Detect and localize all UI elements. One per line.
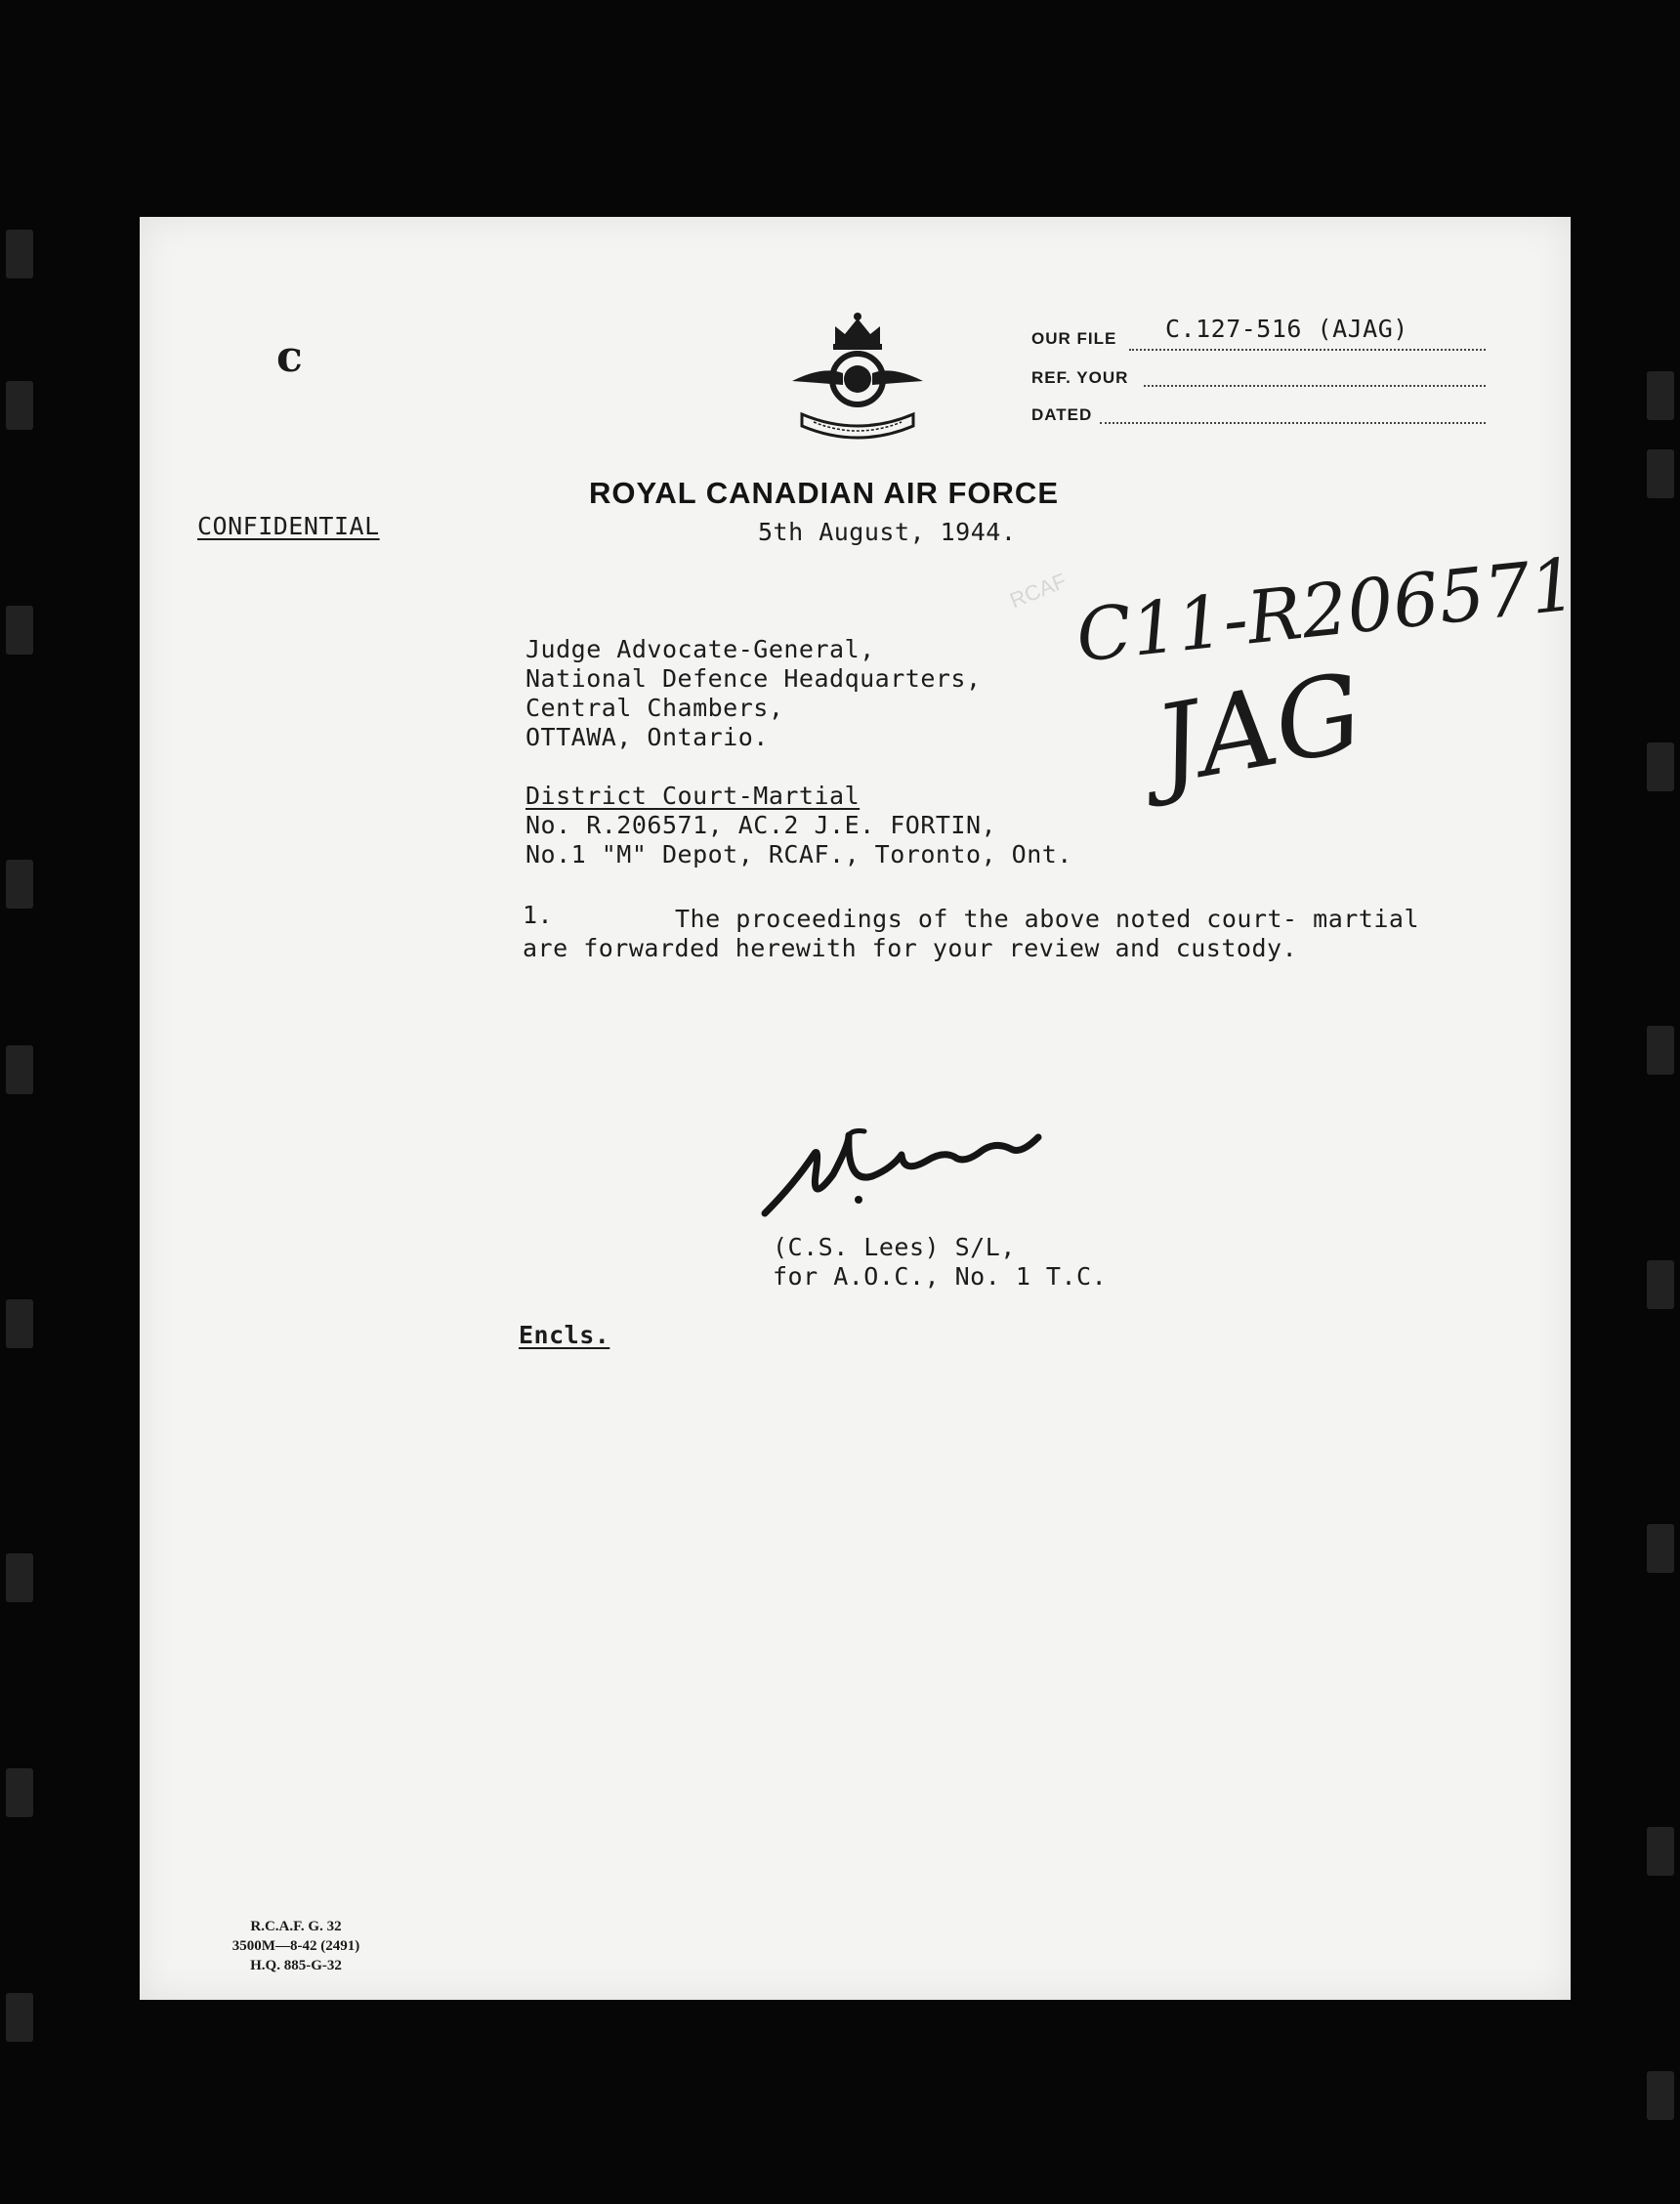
ref-your-line [1144,385,1486,387]
film-perforation [1647,371,1674,420]
recipient-line-1: Judge Advocate-General, [525,635,875,663]
signature-title: for A.O.C., No. 1 T.C. [773,1262,1108,1291]
handwritten-signature [755,1116,1048,1223]
subject-heading: District Court-Martial [525,782,861,810]
body-line-1: The proceedings of the above noted court- martial [675,905,1420,933]
film-perforation [6,230,33,278]
film-perforation [6,1045,33,1094]
recipient-line-2: National Defence Headquarters, [525,664,982,693]
handwritten-initials: JAG [1146,649,1371,809]
film-perforation [1647,1827,1674,1876]
our-file-label: OUR FILE [1031,329,1117,348]
film-perforation [6,1993,33,2042]
film-perforation [1647,1524,1674,1573]
body-line-2: are forwarded herewith for your review and custody. [523,934,1298,962]
rcaf-crest-icon [784,305,931,446]
form-code-line-3: H.Q. 885-G-32 [250,1958,342,1973]
film-strip-left [0,0,39,2204]
handwritten-file-number: C11-R206571 [1071,542,1581,679]
dated-label: DATED [1031,405,1093,424]
film-perforation [1647,2071,1674,2120]
page-mark: c [276,332,303,382]
letter-date: 5th August, 1944. [758,518,1017,546]
form-code [218,1917,374,1975]
recipient-line-4: OTTAWA, Ontario. [525,723,769,751]
classification-label: CONFIDENTIAL [197,512,380,540]
subject-line-1: No. R.206571, AC.2 J.E. FORTIN, [525,811,997,839]
our-file-value: C.127-516 (AJAG) [1165,315,1408,343]
film-perforation [1647,742,1674,791]
film-perforation [6,860,33,909]
film-perforation [6,1299,33,1348]
subject-line-2: No.1 "M" Depot, RCAF., Toronto, Ont. [525,840,1072,869]
paragraph-number: 1. [523,901,554,929]
ref-your-label: REF. YOUR [1031,368,1129,387]
film-perforation [1647,1026,1674,1075]
film-perforation [6,381,33,430]
faint-stamp: RCAF [1006,568,1071,614]
film-perforation [1647,1260,1674,1309]
enclosures-label: Encls. [519,1321,610,1349]
film-perforation [6,1768,33,1817]
recipient-line-3: Central Chambers, [525,694,784,722]
film-perforation [6,606,33,655]
organization-heading: ROYAL CANADIAN AIR FORCE [589,476,1059,510]
letter-page [140,217,1581,2000]
our-file-line [1129,349,1486,351]
form-code-line-2: 3500M—8-42 (2491) [231,1938,360,1954]
film-perforation [6,1553,33,1602]
dated-line [1100,422,1486,424]
form-code-line-1: R.C.A.F. G. 32 [250,1919,342,1934]
film-strip-right [1641,0,1680,2204]
signature-name: (C.S. Lees) S/L, [773,1233,1016,1261]
film-perforation [1647,449,1674,498]
